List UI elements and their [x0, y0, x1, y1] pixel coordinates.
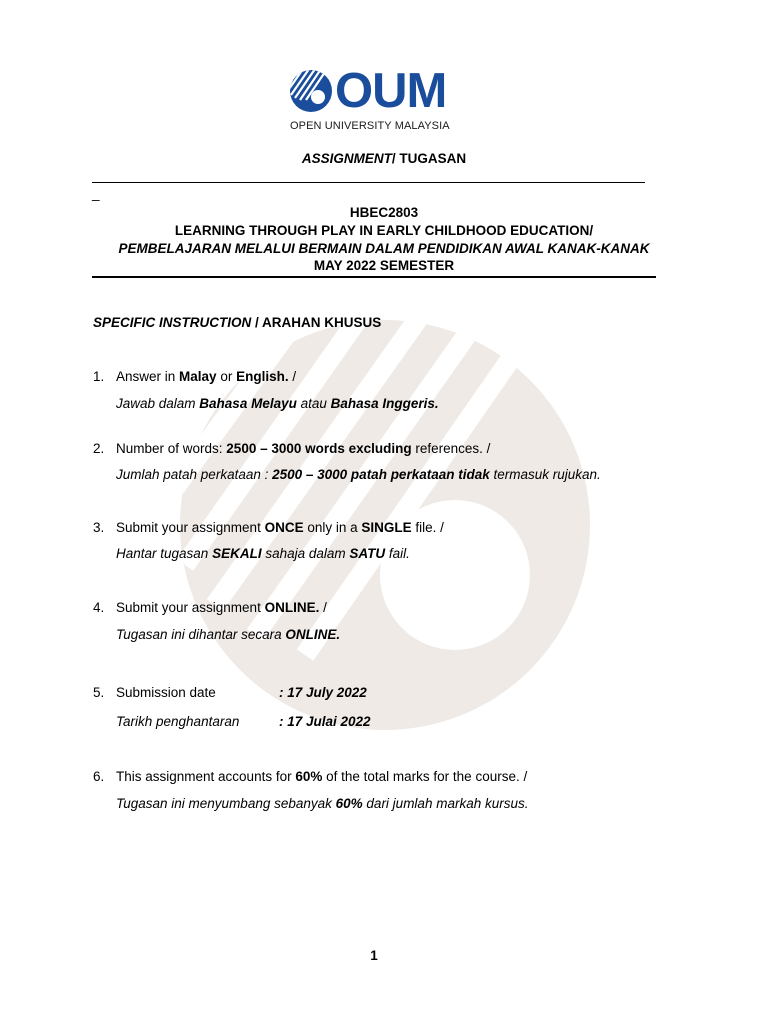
text: references. /	[411, 441, 491, 456]
section-title-en: SPECIFIC INSTRUCTION	[93, 315, 252, 330]
text-bold: ONCE	[264, 520, 304, 535]
text-bold: Bahasa Inggeris.	[330, 396, 439, 411]
semester: MAY 2022 SEMESTER	[313, 258, 455, 273]
instruction-6-ms	[116, 796, 528, 811]
text: Submit your assignment	[116, 520, 265, 535]
instruction-number: 5.	[93, 685, 105, 700]
instruction-1-ms	[116, 396, 439, 411]
text-bold: SATU	[349, 546, 386, 561]
assignment-heading	[0, 151, 768, 166]
instruction-number: 4.	[93, 600, 105, 615]
text-bold: Malay	[179, 369, 217, 384]
instruction-6	[93, 769, 527, 784]
text: Hantar tugasan	[116, 546, 213, 561]
course-title-ms: PEMBELAJARAN MELALUI BERMAIN DALAM PENDIDIKAN AWAL KANAK-KANAK	[118, 241, 650, 256]
instruction-4	[93, 600, 327, 615]
logo-wordmark: OUM	[335, 64, 447, 118]
text-bold: ONLINE.	[264, 600, 320, 615]
text: of the total marks for the course. /	[322, 769, 528, 784]
text-bold: 2500 – 3000 patah perkataan tidak	[272, 467, 490, 482]
text: only in a	[303, 520, 362, 535]
text: Jawab dalam	[116, 396, 200, 411]
text-bold: SEKALI	[212, 546, 262, 561]
text: Tugasan ini menyumbang sebanyak	[116, 796, 336, 811]
page-number: 1	[370, 948, 378, 963]
course-title-en: LEARNING THROUGH PLAY IN EARLY CHILDHOOD EDUCATION/	[174, 223, 594, 238]
text-bold: SINGLE	[361, 520, 412, 535]
text: /	[319, 600, 327, 615]
text: or	[216, 369, 237, 384]
text: Answer in	[116, 369, 180, 384]
text-bold: 2500 – 3000 words excluding	[226, 441, 412, 456]
assignment-en: ASSIGNMENT	[301, 151, 392, 166]
text: atau	[296, 396, 331, 411]
section-title	[93, 315, 381, 330]
submission-date-value: : 17 July 2022	[279, 685, 367, 700]
text: dari jumlah markah kursus.	[362, 796, 529, 811]
text: termasuk rujukan.	[489, 467, 601, 482]
instruction-3	[93, 520, 444, 535]
text-bold: ONLINE.	[285, 627, 341, 642]
stray-underscore: _	[92, 186, 100, 201]
text: Tugasan ini dihantar secara	[116, 627, 286, 642]
instruction-number: 2.	[93, 441, 105, 456]
instruction-5-ms	[116, 714, 371, 729]
text: sahaja dalam	[261, 546, 350, 561]
instruction-number: 6.	[93, 769, 105, 784]
tarikh-value: : 17 Julai 2022	[279, 714, 371, 729]
instruction-5	[93, 685, 367, 700]
course-code: HBEC2803	[349, 205, 419, 220]
title-divider	[92, 276, 656, 278]
oum-logo	[289, 64, 465, 135]
instruction-2	[93, 441, 490, 456]
text: /	[288, 369, 297, 384]
text-bold: Bahasa Melayu	[199, 396, 297, 411]
logo-subtitle: OPEN UNIVERSITY MALAYSIA	[290, 120, 450, 132]
text: This assignment accounts for	[116, 769, 296, 784]
text: file. /	[411, 520, 444, 535]
text: Submit your assignment	[116, 600, 265, 615]
oum-globe-icon	[289, 69, 333, 113]
text: Jumlah patah perkataan :	[116, 467, 273, 482]
submission-date-label: Submission date	[116, 685, 216, 700]
instruction-number: 3.	[93, 520, 105, 535]
instruction-number: 1.	[93, 369, 105, 384]
text: Number of words:	[116, 441, 227, 456]
header-divider	[92, 182, 645, 183]
tarikh-label: Tarikh penghantaran	[116, 714, 240, 729]
section-title-ms: / ARAHAN KHUSUS	[251, 315, 382, 330]
text: fail.	[385, 546, 410, 561]
text-bold: 60%	[295, 769, 323, 784]
text-bold: 60%	[335, 796, 363, 811]
instruction-4-ms	[116, 627, 340, 642]
instruction-3-ms	[116, 546, 410, 561]
instruction-1	[93, 369, 296, 384]
instruction-2-ms	[116, 467, 601, 482]
assignment-ms: / TUGASAN	[391, 151, 467, 166]
text-bold: English.	[236, 369, 289, 384]
